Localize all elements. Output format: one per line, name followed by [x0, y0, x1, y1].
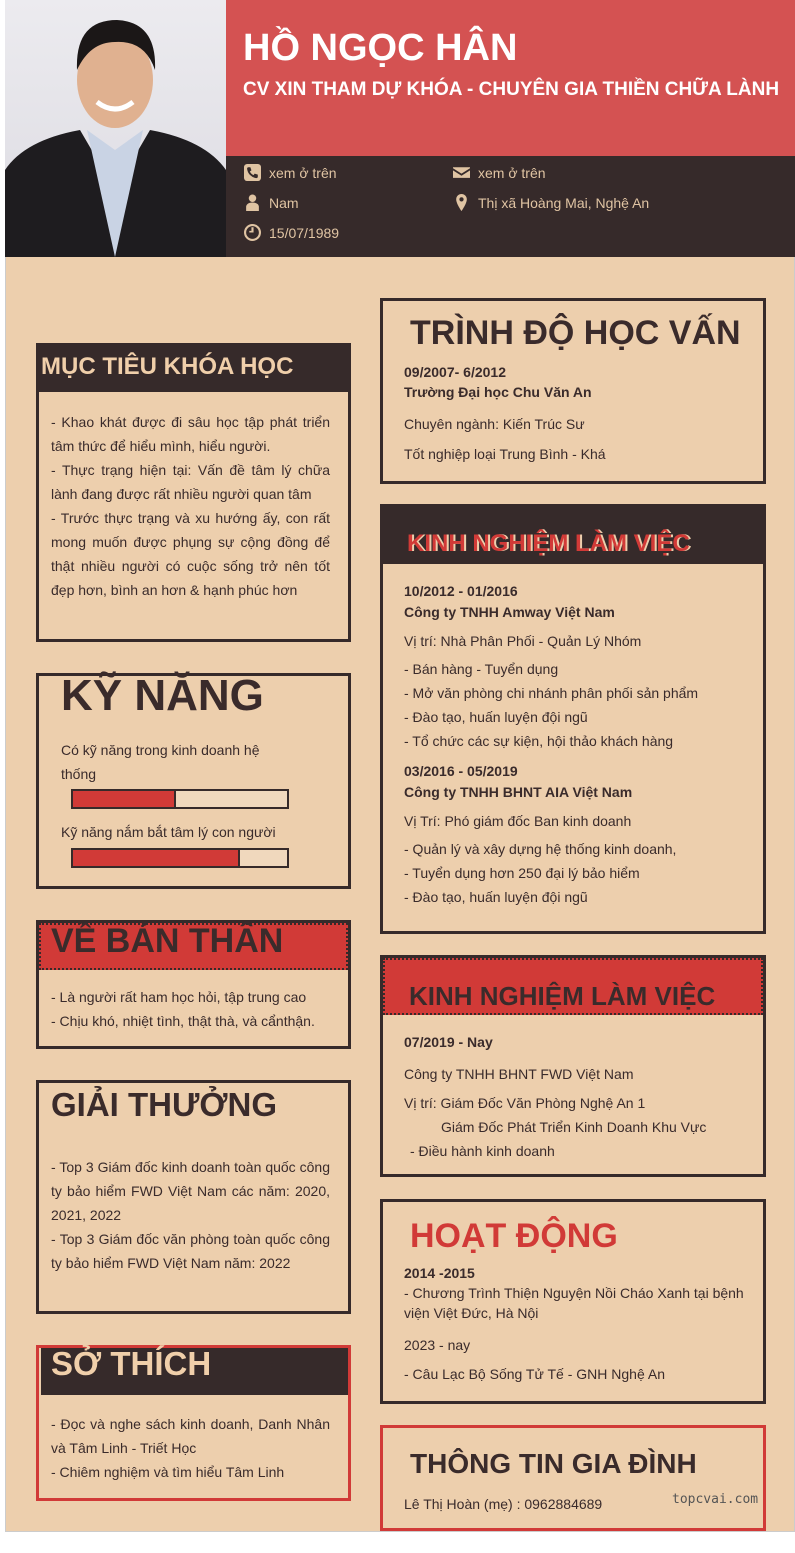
- award-line: - Top 3 Giám đốc kinh doanh toàn quốc công ty bảo hiểm FWD Việt Nam các năm: 2020, 2021, 2022: [51, 1159, 330, 1223]
- hobbies-title: SỞ THÍCH: [51, 1345, 212, 1382]
- map-marker-icon: [453, 194, 470, 211]
- skill-bar-fill: [73, 850, 240, 866]
- skill-label: Có kỹ năng trong kinh doanh hệ thống: [61, 742, 260, 782]
- about-line: - Là người rất ham học hỏi, tập trung cao: [51, 989, 307, 1005]
- activity-period: 2023 - nay: [404, 1337, 471, 1353]
- job-position: Vị trí: Giám Đốc Văn Phòng Nghệ An 1: [404, 1095, 646, 1111]
- job-period: 10/2012 - 01/2016: [404, 583, 518, 599]
- objective-line: - Trước thực trạng và xu hướng ấy, con rất mong muốn được phụng sự cộng đồng để thật nhiều người có cuộc sống trở nên tốt đẹp hơn, bình an hơn & hạnh phúc hơn: [51, 510, 330, 598]
- dob-value: 15/07/1989: [269, 224, 340, 241]
- activities-section: [380, 1199, 766, 1404]
- skill-bar-fill: [73, 791, 176, 807]
- cv-subtitle: CV XIN THAM DỰ KHÓA - CHUYÊN GIA THIỀN CHỮA LÀNH: [243, 79, 780, 100]
- job-position: Vị Trí: Phó giám đốc Ban kinh doanh: [404, 813, 632, 829]
- education-school: Trường Đại học Chu Văn An: [404, 384, 592, 400]
- address-value: Thị xã Hoàng Mai, Nghệ An: [478, 194, 650, 211]
- awards-title: GIẢI THƯỞNG: [51, 1086, 278, 1123]
- activities-title: HOẠT ĐỘNG: [410, 1217, 618, 1255]
- profile-photo: [5, 0, 226, 257]
- education-major: Chuyên ngành: Kiến Trúc Sư: [404, 416, 585, 432]
- hobbies-section: [36, 1345, 351, 1501]
- education-period: 09/2007- 6/2012: [404, 364, 506, 380]
- objective-title: MỤC TIÊU KHÓA HỌC: [41, 353, 294, 380]
- skills-section: [36, 673, 351, 889]
- education-grade: Tốt nghiệp loại Trung Bình - Khá: [404, 446, 606, 462]
- job-position: Giám Đốc Phát Triển Kinh Doanh Khu Vực: [441, 1119, 707, 1135]
- job-task: - Đào tạo, huấn luyện đội ngũ: [404, 709, 588, 725]
- experience-section-2: [380, 955, 766, 1177]
- about-line: - Chịu khó, nhiệt tình, thật thà, và cẩnthận.: [51, 1013, 315, 1029]
- family-section: [380, 1425, 766, 1531]
- about-title: VỀ BẢN THÂN: [51, 922, 284, 960]
- family-member: Lê Thị Hoàn (mẹ) : 0962884689: [404, 1496, 603, 1512]
- header-banner: [226, 0, 795, 156]
- job-period: 03/2016 - 05/2019: [404, 763, 518, 779]
- experience-title-2: KINH NGHIỆM LÀM VIỆC: [409, 981, 716, 1011]
- education-title: TRÌNH ĐỘ HỌC VẤN: [410, 314, 741, 352]
- gender-value: Nam: [269, 194, 299, 211]
- envelope-icon: [453, 164, 470, 181]
- education-section: [380, 298, 766, 484]
- about-section: [36, 920, 351, 1049]
- job-task: - Quản lý và xây dựng hệ thống kinh doanh,: [404, 841, 677, 857]
- clock-icon: [244, 224, 261, 241]
- experience-section-1: [380, 504, 766, 934]
- candidate-name: HỒ NGỌC HÂN: [243, 27, 518, 69]
- objective-line: - Thực trạng hiện tại: Vấn đề tâm lý chữa lành đang được rất nhiều người quan tâm: [51, 462, 330, 502]
- experience-title-1: KINH NGHIỆM LÀM VIỆC: [407, 530, 690, 557]
- job-company: Công ty TNHH Amway Việt Nam: [404, 604, 615, 620]
- hobby-line: - Đọc và nghe sách kinh doanh, Danh Nhân và Tâm Linh - Triết Học: [51, 1416, 330, 1456]
- skill-label: Kỹ năng nắm bắt tâm lý con người: [61, 824, 276, 840]
- watermark: topcvai.com: [672, 1492, 759, 1507]
- job-task: - Đào tạo, huấn luyện đội ngũ: [404, 889, 588, 905]
- awards-section: [36, 1080, 351, 1314]
- activity-item: - Câu Lạc Bộ Sống Tử Tế - GNH Nghệ An: [404, 1366, 665, 1382]
- job-task: - Điều hành kinh doanh: [410, 1143, 555, 1159]
- job-company: Công ty TNHH BHNT FWD Việt Nam: [404, 1066, 634, 1082]
- job-task: - Tuyển dụng hơn 250 đại lý bảo hiểm: [404, 865, 640, 881]
- skill-bar: [71, 848, 289, 868]
- skill-bar: [71, 789, 289, 809]
- job-company: Công ty TNHH BHNT AIA Việt Nam: [404, 784, 633, 800]
- job-task: - Bán hàng - Tuyển dụng: [404, 661, 559, 677]
- objective-line: - Khao khát được đi sâu học tập phát triển tâm thức để hiểu mình, hiểu người.: [51, 414, 330, 454]
- activity-period: 2014 -2015: [404, 1265, 475, 1281]
- phone-icon: [244, 164, 261, 181]
- email-value: xem ở trên: [478, 164, 546, 181]
- skills-title: KỸ NĂNG: [61, 671, 264, 720]
- award-line: - Top 3 Giám đốc văn phòng toàn quốc công ty bảo hiểm FWD Việt Nam năm: 2022: [51, 1231, 330, 1271]
- hobby-line: - Chiêm nghiệm và tìm hiểu Tâm Linh: [51, 1464, 285, 1480]
- job-task: - Tổ chức các sự kiện, hội thảo khách hàng: [404, 733, 674, 749]
- phone-value: xem ở trên: [269, 164, 337, 181]
- job-task: - Mở văn phòng chi nhánh phân phối sản phẩm: [404, 685, 699, 701]
- family-title: THÔNG TIN GIA ĐÌNH: [410, 1448, 697, 1479]
- job-period: 07/2019 - Nay: [404, 1034, 493, 1050]
- activity-item: - Chương Trình Thiện Nguyện Nồi Cháo Xanh tại bệnh viện Việt Đức, Hà Nội: [404, 1285, 744, 1321]
- contact-info: [226, 156, 795, 257]
- job-position: Vị trí: Nhà Phân Phối - Quản Lý Nhóm: [404, 633, 642, 649]
- user-icon: [244, 194, 261, 211]
- objective-section: [36, 343, 351, 642]
